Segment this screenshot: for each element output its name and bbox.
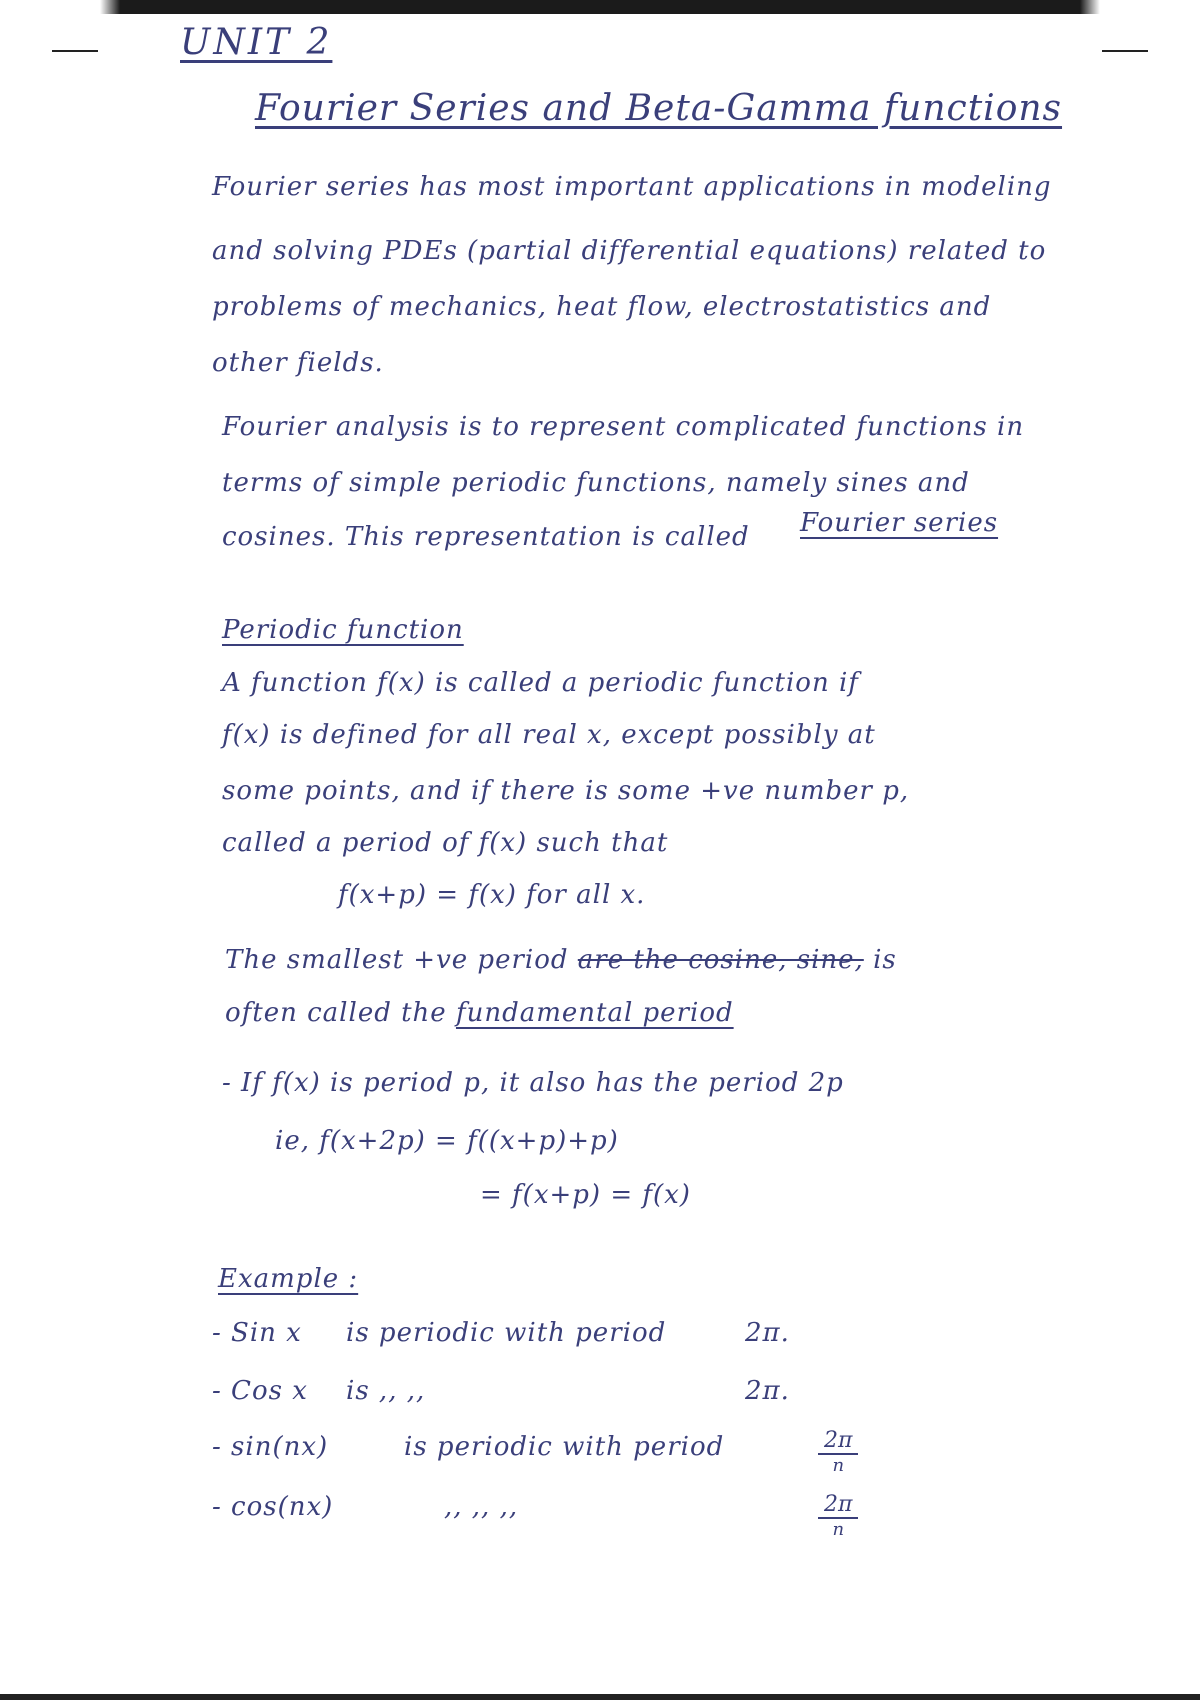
example-fraction xyxy=(818,1428,858,1476)
list-item xyxy=(212,1318,302,1348)
struck-text: are the cosine, sine, xyxy=(577,945,864,975)
fourier-series-term: Fourier series xyxy=(800,508,999,538)
example-fraction xyxy=(818,1492,858,1540)
fraction-denominator: n xyxy=(832,1455,845,1476)
example-period: 2π. xyxy=(745,1376,790,1406)
margin-mark-left xyxy=(52,50,98,52)
period-note-eq2: = f(x+p) = f(x) xyxy=(480,1180,691,1210)
intro-line: and solving PDEs (partial differential equations) related to xyxy=(212,236,1047,266)
intro-line: problems of mechanics, heat flow, electrostatistics and xyxy=(212,292,992,322)
example-fn: - Sin x xyxy=(212,1318,302,1348)
intro-line: Fourier series has most important applications in modeling xyxy=(212,172,1052,202)
definition-line: f(x) is defined for all real x, except possibly at xyxy=(222,720,876,750)
fraction-numerator: 2π xyxy=(818,1492,858,1519)
smallest-end: is xyxy=(873,945,897,975)
fraction-denominator: n xyxy=(832,1519,845,1540)
example-fn: - cos(nx) xyxy=(212,1492,334,1522)
unit-heading: UNIT 2 xyxy=(180,22,333,63)
example-fn: - Cos x xyxy=(212,1376,308,1406)
analysis-line: terms of simple periodic functions, namely sines and xyxy=(222,468,970,498)
example-text: is ,, ,, xyxy=(346,1376,426,1406)
example-fn: - sin(nx) xyxy=(212,1432,329,1462)
example-text: is periodic with period xyxy=(346,1318,667,1348)
definition-line: called a period of f(x) such that xyxy=(222,828,669,858)
list-item xyxy=(212,1432,328,1462)
smallest-text: The smallest +ve period xyxy=(225,945,569,975)
often-text: often called the xyxy=(225,998,447,1028)
example-text: ,, ,, ,, xyxy=(444,1492,519,1522)
example-text: is periodic with period xyxy=(404,1432,725,1462)
fundamental-period-term: fundamental period xyxy=(455,998,734,1028)
example-period: 2π. xyxy=(745,1318,790,1348)
period-note-line: - If f(x) is period p, it also has the period 2p xyxy=(222,1068,844,1098)
margin-mark-right xyxy=(1102,50,1148,52)
analysis-line: Fourier analysis is to represent complicated functions in xyxy=(222,412,1025,442)
fraction-numerator: 2π xyxy=(818,1428,858,1455)
definition-line: A function f(x) is called a periodic function if xyxy=(222,668,859,698)
analysis-line: cosines. This representation is called xyxy=(222,522,750,552)
example-heading: Example : xyxy=(218,1264,359,1294)
periodic-equation: f(x+p) = f(x) for all x. xyxy=(338,880,646,910)
scan-edge-bottom xyxy=(0,1694,1200,1700)
list-item xyxy=(212,1492,333,1522)
periodic-heading: Periodic function xyxy=(222,615,464,645)
period-note-eq1: ie, f(x+2p) = f((x+p)+p) xyxy=(275,1126,619,1156)
page-title: Fourier Series and Beta-Gamma functions xyxy=(255,88,1063,129)
scan-edge-top xyxy=(0,0,1200,14)
list-item xyxy=(212,1376,308,1406)
definition-line: some points, and if there is some +ve number p, xyxy=(222,776,910,806)
smallest-line-2 xyxy=(225,998,734,1028)
smallest-line xyxy=(225,945,897,975)
intro-line: other fields. xyxy=(212,348,384,378)
